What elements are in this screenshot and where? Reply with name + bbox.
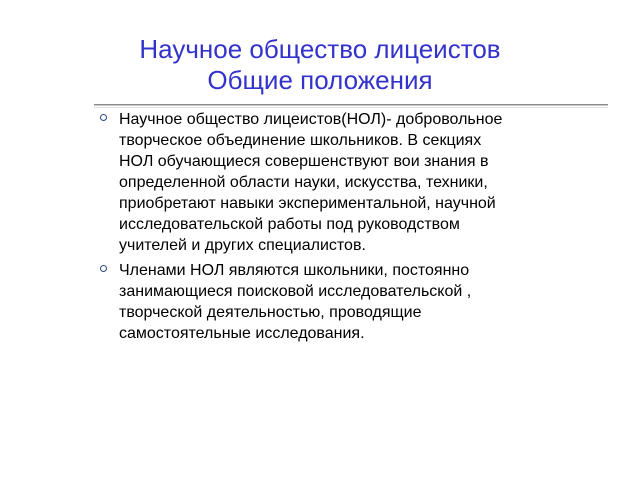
title-divider-shadow xyxy=(94,107,608,108)
bullet-1-line-3: НОЛ обучающиеся совершенствуют вои знания в xyxy=(119,153,489,170)
bullet-1-line-1: Научное общество лицеистов(НОЛ)- добровольное xyxy=(119,111,503,128)
bullet-item-1 xyxy=(100,109,600,256)
bullet-2-line-3: творческой деятельностью, проводящие xyxy=(119,304,422,321)
slide-title-line-1: Научное общество лицеистов xyxy=(139,34,501,64)
bullet-1-line-6: исследовательской работы под руководством xyxy=(119,216,460,233)
bullet-1-line-2: творческое объединение школьников. В секциях xyxy=(119,132,482,149)
bullet-2-line-1: Членами НОЛ являются школьники, постоянно xyxy=(119,262,470,279)
title-divider xyxy=(94,104,608,106)
bullet-circle-icon xyxy=(100,114,107,121)
bullet-1-line-5: приобретают навыки экспериментальной, научной xyxy=(119,195,496,212)
bullet-circle-icon xyxy=(100,265,107,272)
bullet-2-line-4: самостоятельные исследования. xyxy=(119,325,365,342)
slide-title xyxy=(40,34,600,96)
bullet-list xyxy=(100,109,600,348)
bullet-1-line-4: определенной области науки, искусства, техники, xyxy=(119,174,488,191)
slide-title-line-2: Общие положения xyxy=(207,65,433,95)
bullet-item-2 xyxy=(100,260,600,344)
bullet-2-line-2: занимающиеся поисковой исследовательской , xyxy=(119,283,472,300)
bullet-1-line-7: учителей и других специалистов. xyxy=(119,237,366,254)
